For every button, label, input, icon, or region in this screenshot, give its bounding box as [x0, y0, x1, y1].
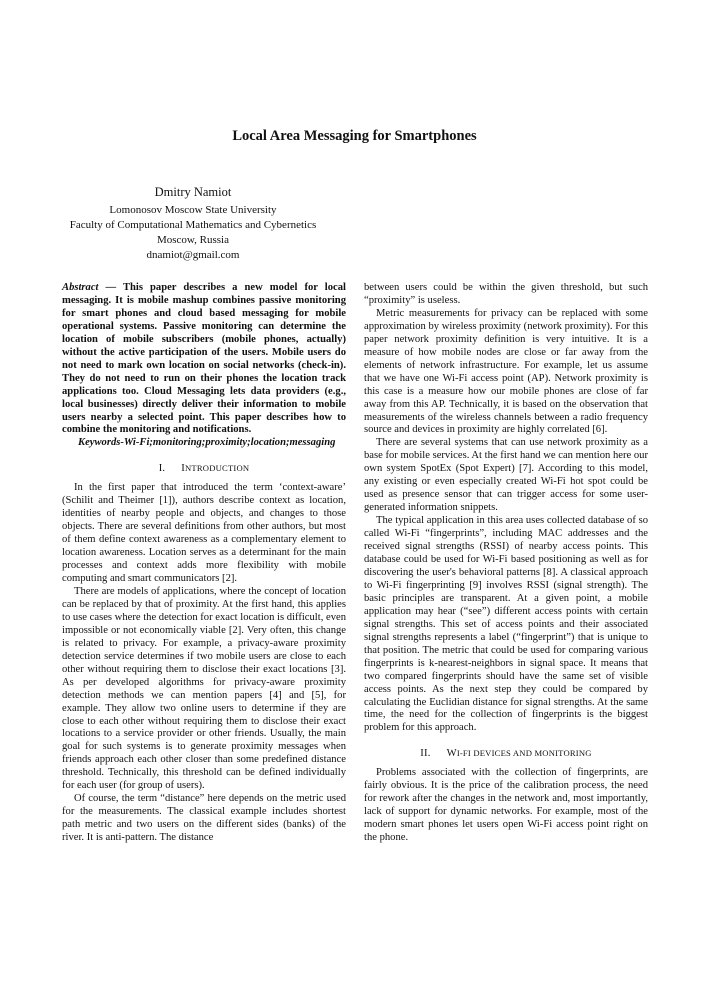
- section-heading-wifi-devices: [364, 747, 648, 761]
- section-number: II.: [420, 748, 431, 760]
- paragraph: The typical application in this area uses collected database of so called Wi-Fi “fingerprints”, including MAC addresses and the received signal strengths (RSSI) of nearby access points. This database could be used for Wi-Fi based positioning as well as for discovering the user's behavioral patterns [8]. A classical approach to Wi-Fi fingerprinting [9] involves RSSI (signal strength). The basic principles are transparent. At a given point, a mobile application may hear (“see”) different access points with certain signal strengths. This set of access points and their associated signal strengths represents a label (“fingerprint”) that is unique to that position. The metric that could be used for comparing various fingerprints is k-nearest-neighbors in signal space. It means that two compared fingerprints should have the same set of visible access points. As the next step they could be compared by calculating the Euclidian distance for signal strengths. At the same time, the need for the collection of fingerprints is the biggest problem for this approach.: [364, 515, 648, 734]
- author-block: [60, 185, 326, 263]
- author-location: Moscow, Russia: [156, 234, 229, 246]
- author-email: dnamiot@gmail.com: [146, 249, 240, 261]
- abstract: [62, 282, 346, 437]
- section-number: I.: [158, 463, 166, 475]
- keywords: Keywords-Wi-Fi;monitoring;proximity;location;messaging: [78, 437, 336, 449]
- author-name: Dmitry Namiot: [154, 185, 232, 199]
- paragraph: Metric measurements for privacy can be replaced with some approximation by wireless proximity (network proximity). For this paper network proximity definition is very intuitive. It is a measure of how mobile nodes are close or far away from the elements of network infrastructure. For example, let us assume that we have one Wi-Fi access point (AP). Network proximity is this case is a measure how our mobile phones are close of far away from this AP. Technically, it is based on the observation that measurements of the wireless channels between a radio frequency source and devices in proximity are highly correlated [6].: [364, 307, 648, 436]
- abstract-label: Abstract: [62, 282, 99, 293]
- paragraph: There are several systems that can use network proximity as a base for mobile services. At the first hand we can mention here our own system SpotEx (Spot Expert) [7]. According to this model, any existing or even especially created Wi-Fi hot spot could be used as presence sensor that can trigger access for some user-generated information snippets.: [364, 437, 648, 514]
- paragraph: In the first paper that introduced the term ‘context-aware’ (Schilit and Theimer [1]), authors describe context as location, identities of nearby people and objects, and changes to those objects. There are several definitions from other authors, but most of them define context awareness as a complementary element to location awareness. Location serves as a determinant for the main processes and context adds more flexibility with mobile computing and smart communicators [2].: [62, 482, 346, 585]
- right-column: [364, 282, 648, 845]
- left-column: [62, 282, 346, 845]
- paper-title: Local Area Messaging for Smartphones: [232, 128, 477, 144]
- section-heading-introduction: [62, 462, 346, 476]
- paragraph: Problems associated with the collection of fingerprints, are fairly obvious. It is the price of the calibration process, the need for rework after the changes in the network and, most importantly, lack of support for dynamic networks. For example, most of the modern smart phones let users open Wi-Fi access point right on the phone.: [364, 767, 648, 844]
- paragraph: between users could be within the given threshold, but such “proximity” is useless.: [364, 282, 648, 306]
- abstract-text: — This paper describes a new model for local messaging. It is mobile mashup combines passive monitoring for smart phones and cloud based messaging for mobile operational systems. Passive monitoring can determine the location of mobile subscribers (mobile phones, actually) without the active participation of the users. Mobile users do not need to mark own location on social networks (check-in). They do not need to run on their phones the location track applications too. Cloud Messaging lets data providers (e.g., local businesses) directly deliver their information to mobile users nearby a selected point. This paper describes how to combine the monitoring and notifications.: [62, 282, 346, 436]
- section-title-initial: I: [181, 463, 186, 475]
- author-affiliation-university: Lomonosov Moscow State University: [109, 204, 277, 216]
- paragraph: There are models of applications, where the concept of location can be replaced by that of proximity. At the first hand, this applies to use cases where the detection for exact location is difficult, even impossible or not economically viable [2]. Very often, this change is related to privacy. For example, a privacy-aware proximity detection service determines if two mobile users are close to each other without requiring them to disclose their exact locations [3]. As per developed algorithms for privacy-aware proximity detection methods we can mention papers [4] and [5], for example. They allow two online users to determine if they are close to each other without requiring them to disclose their exact locations to a service provider or other friends. Usually, the main goal for such systems is to generate proximity messages when friends approach each other closer than some predefined distance threshold. Technically, this threshold can be defined individually for each user (for group of users).: [62, 585, 346, 792]
- section-title-rest: I-FI DEVICES AND MONITORING: [456, 748, 592, 759]
- section-title-initial: W: [446, 748, 457, 760]
- paragraph: Of course, the term “distance” here depends on the metric used for the measurements. The classical example includes shortest path metric and two users on the different sides (banks) of the river. It is anti-pattern. The distance: [62, 793, 346, 844]
- author-affiliation-faculty: Faculty of Computational Mathematics and Cybernetics: [69, 219, 317, 231]
- section-title-rest: NTRODUCTION: [185, 463, 250, 474]
